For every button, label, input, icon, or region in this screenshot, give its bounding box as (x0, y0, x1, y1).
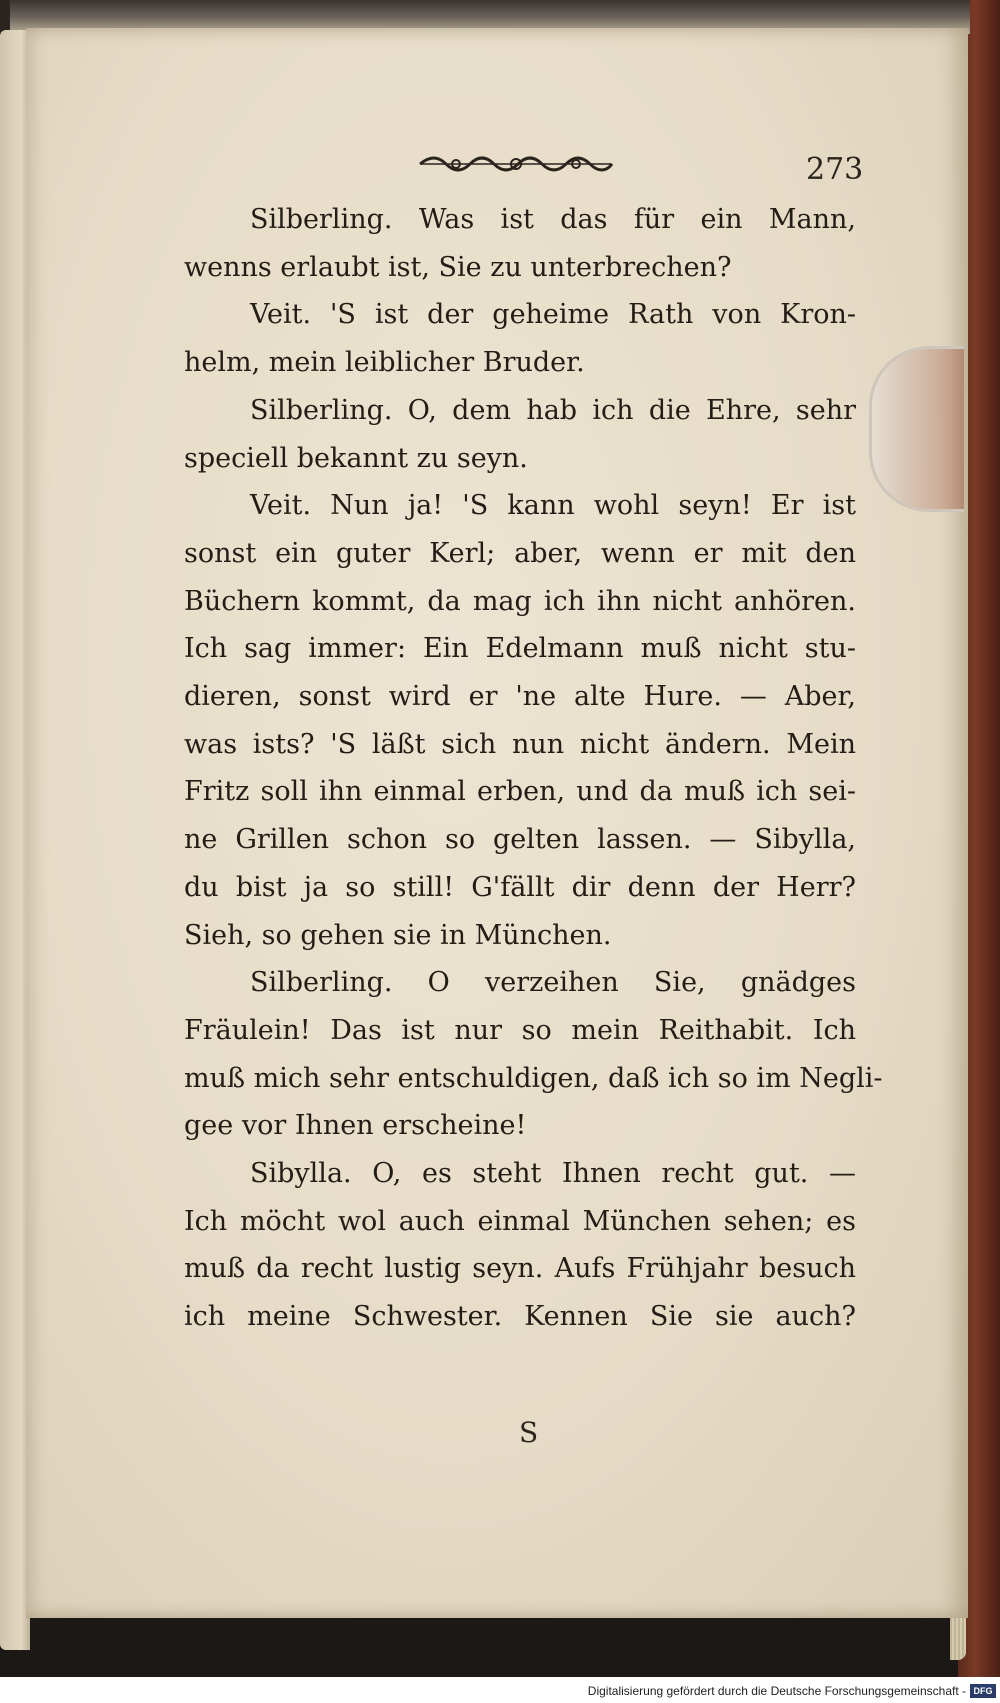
text-line: helm, mein leiblicher Bruder. (184, 347, 585, 379)
text-line: Veit. 'S ist der geheime Rath von Kron- (250, 299, 856, 331)
page-number: 273 (806, 152, 864, 187)
credit-text: Digitalisierung gefördert durch die Deutsche Forschungsgemeinschaft - (587, 1684, 966, 1698)
text-line: dieren, sonst wird er 'ne alte Hure. — Aber, (184, 681, 856, 713)
text-line: was ists? 'S läßt sich nun nicht ändern. Mein (184, 728, 856, 760)
text-line: Ich möcht wol auch einmal München sehen; es (184, 1205, 856, 1237)
dfg-logo: DFG (970, 1684, 996, 1698)
text-line: Silberling. O verzeihen Sie, gnädges (250, 967, 856, 999)
text-line: du bist ja so still! G'fällt dir denn der Herr? (184, 871, 856, 903)
text-line: muß da recht lustig seyn. Aufs Frühjahr besuch (184, 1253, 856, 1285)
header-ornament (416, 154, 616, 174)
text-line: Büchern kommt, da mag ich ihn nicht anhören. (184, 585, 856, 617)
page-clip (869, 346, 964, 512)
text-line: muß mich sehr entschuldigen, daß ich so im Negli- (184, 1062, 883, 1094)
text-line: Fritz soll ihn einmal erben, und da muß ich sei- (184, 776, 856, 808)
text-line: ne Grillen schon so gelten lassen. — Sibylla, (184, 824, 856, 856)
text-line: speciell bekannt zu seyn. (184, 442, 528, 474)
text-line: Silberling. Was ist das für ein Mann, (250, 204, 856, 235)
text-line: Fräulein! Das ist nur so mein Reithabit. Ich (184, 1014, 856, 1046)
digitization-credit-bar (0, 1677, 1000, 1703)
text-line: Ich sag immer: Ein Edelmann muß nicht stu- (184, 633, 856, 665)
text-line: Sibylla. O, es steht Ihnen recht gut. — (250, 1158, 856, 1190)
catchword: S (519, 1416, 539, 1449)
text-line: gee vor Ihnen erscheine! (184, 1110, 527, 1142)
text-line: Silberling. O, dem hab ich die Ehre, sehr (250, 394, 856, 426)
page-body-text (184, 196, 883, 1341)
book-page (26, 28, 968, 1618)
text-line: ich meine Schwester. Kennen Sie sie auch? (184, 1301, 856, 1333)
text-line: sonst ein guter Kerl; aber, wenn er mit den (184, 537, 856, 569)
text-line: Veit. Nun ja! 'S kann wohl seyn! Er ist (250, 490, 856, 522)
text-line: Sieh, so gehen sie in München. (184, 919, 612, 951)
text-line: wenns erlaubt ist, Sie zu unterbrechen? (184, 251, 732, 283)
